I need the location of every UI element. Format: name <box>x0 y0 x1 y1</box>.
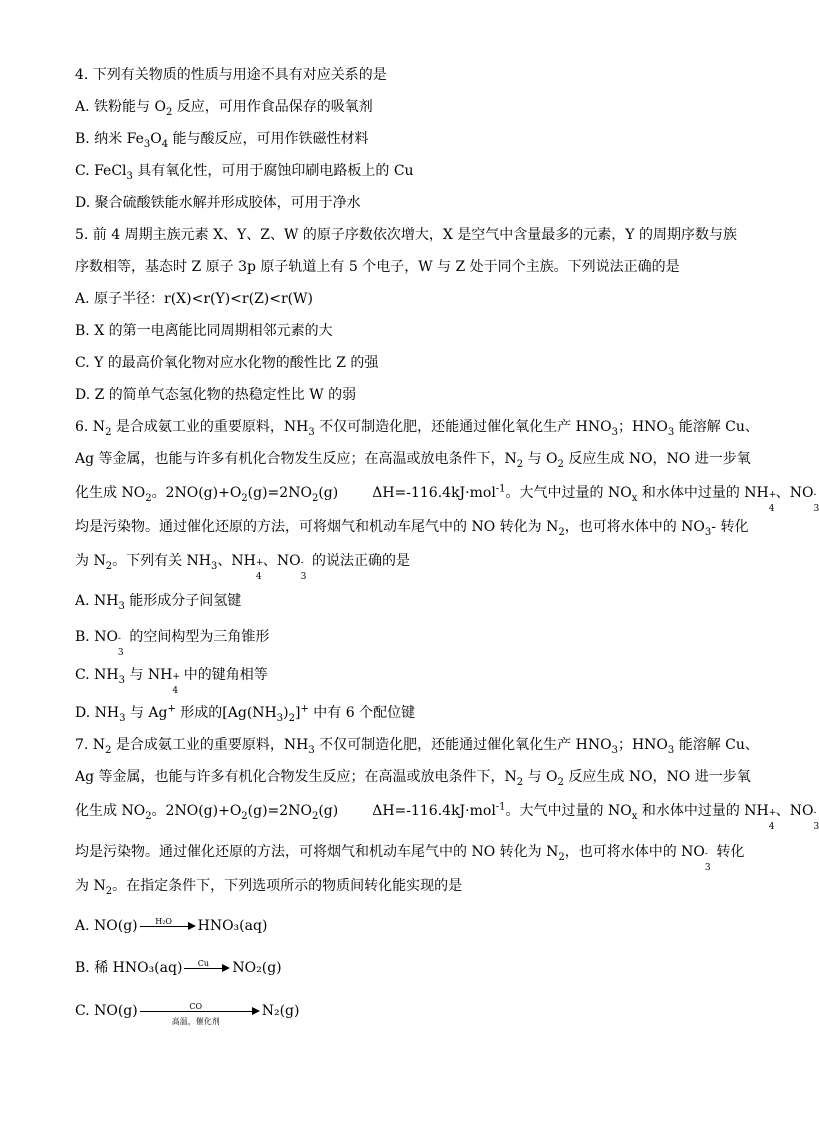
q7-stem-line1: 7. $N_2$ 是合成氨工业的重要原料，$NH_3$ 不仅可制造化肥，还能通过催化氧化生产 $HNO_3$；$HNO_3$ 能溶解 Cu、 <box>75 737 759 756</box>
q6-option-a: A. $NH_3$ 能形成分子间氢键 <box>75 593 242 612</box>
q7-option-b: B. 稀 HNO₃(aq) Cu NO₂(g) <box>75 959 282 976</box>
reaction-arrow: CO 高温，催化剂 <box>140 1004 260 1018</box>
q7-stem-line5: 为 $N_2$。在指定条件下，下列选项所示的物质间转化能实现的是 <box>75 878 463 897</box>
q6-stem-line3: 化生成 $NO_2$。$2NO(g)+O_2(g)=2NO_2(g)$ ΔH=-116.4kJ·mol$^{-1}$。大气中过量的 $NO_x$ 和水体中过量的 NH + 4 、NO - 3 <box>75 483 819 514</box>
q4-option-d: D. 聚合硫酸铁能水解并形成胶体，可用于净水 <box>75 195 361 211</box>
reaction-arrow: Cu <box>184 961 230 975</box>
q7-stem-line4: 均是污染物。通过催化还原的方法，可将烟气和机动车尾气中的 NO 转化为 $N_2$，也可将水体中的 NO - 3 转化 <box>75 844 745 873</box>
q7-option-c: C. NO(g) CO 高温，催化剂 N₂(g) <box>75 1002 300 1026</box>
q5-option-a: A. 原子半径：r(X)<r(Y)<r(Z)<r(W) <box>75 291 313 307</box>
q5-stem-line1: 5. 前 4 周期主族元素 X、Y、Z、W 的原子序数依次增大，X 是空气中含量最多的元素，Y 的周期序数与族 <box>75 227 737 243</box>
q4-option-c: C. FeCl$_3$ 具有氧化性，可用于腐蚀印刷电路板上的 Cu <box>75 163 414 182</box>
q7-option-a: A. NO(g) H₂O HNO₃(aq) <box>75 917 268 934</box>
q4-option-a: A. 铁粉能与 $O_2$ 反应，可用作食品保存的吸氧剂 <box>75 99 373 118</box>
q7-stem-line3: 化生成 $NO_2$。$2NO(g)+O_2(g)=2NO_2(g)$ ΔH=-116.4kJ·mol$^{-1}$。大气中过量的 $NO_x$ 和水体中过量的 NH + 4 、NO - 3 <box>75 801 819 832</box>
q5-option-c: C. Y 的最高价氧化物对应水化物的酸性比 Z 的强 <box>75 355 379 371</box>
q5-option-d: D. Z 的简单气态氢化物的热稳定性比 W 的弱 <box>75 387 357 403</box>
q5-stem-line2: 序数相等，基态时 Z 原子 3p 原子轨道上有 5 个电子，W 与 Z 处于同个主族。下列说法正确的是 <box>75 259 680 275</box>
q4-stem: 4. 下列有关物质的性质与用途不具有对应关系的是 <box>75 67 387 83</box>
q5-option-b: B. X 的第一电离能比同周期相邻元素的大 <box>75 323 333 339</box>
q6-option-d: D. $NH_3$ 与 Ag+ 形成的$[Ag(NH_3)_2]^+$ 中有 6 个配位键 <box>75 703 416 724</box>
q6-stem-line1: 6. $N_2$ 是合成氨工业的重要原料，$NH_3$ 不仅可制造化肥，还能通过催化氧化生产 $HNO_3$；$HNO_3$ 能溶解 Cu、 <box>75 419 759 438</box>
q7-stem-line2: Ag 等金属，也能与许多有机化合物发生反应；在高温或放电条件下，$N_2$ 与 $O_2$ 反应生成 NO，NO 进一步氧 <box>75 769 751 788</box>
q4-option-b: B. 纳米 $Fe_3O_4$ 能与酸反应，可用作铁磁性材料 <box>75 131 369 150</box>
q6-stem-line4: 均是污染物。通过催化还原的方法，可将烟气和机动车尾气中的 NO 转化为 $N_2$，也可将水体中的 $NO_3-$ 转化 <box>75 519 749 538</box>
q6-option-b: B. NO - 3 的空间构型为三角锥形 <box>75 629 270 658</box>
q6-stem-line5: 为 $N_2$。下列有关 $NH_3$、NH + 4 、NO - 3 的说法正确的是 <box>75 553 411 582</box>
q6-option-c: C. $NH_3$ 与 NH + 4 中的键角相等 <box>75 667 268 696</box>
reaction-arrow: H₂O <box>140 919 196 933</box>
q6-stem-line2: Ag 等金属，也能与许多有机化合物发生反应；在高温或放电条件下，$N_2$ 与 $O_2$ 反应生成 NO，NO 进一步氧 <box>75 451 751 470</box>
